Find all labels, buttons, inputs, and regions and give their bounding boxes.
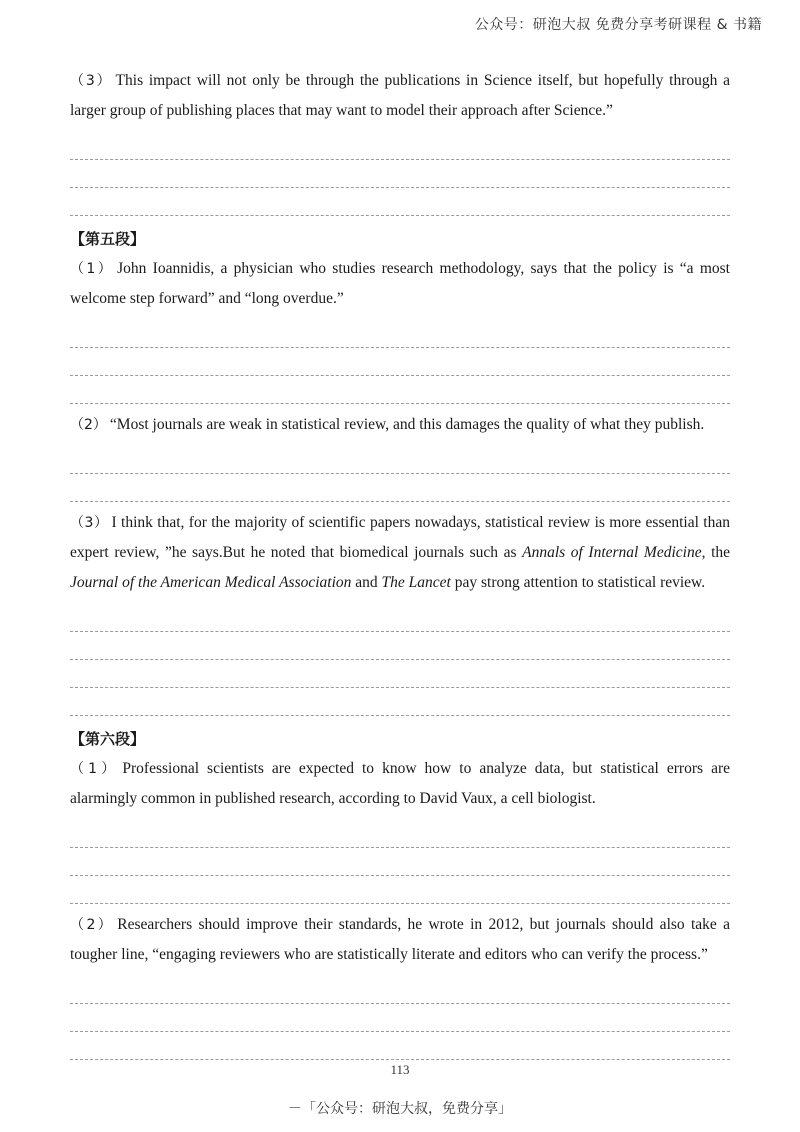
journal-title: Annals of Internal Medicine: [522, 544, 702, 561]
answer-line: [70, 660, 730, 688]
answer-lines: [70, 604, 730, 716]
paragraph-text: , the: [701, 544, 731, 561]
answer-line: [70, 348, 730, 376]
answer-line: [70, 632, 730, 660]
paragraph-text: “Most journals are weak in statistical review, and this damages the quality of what they publish.: [109, 416, 705, 433]
paragraph-5-1: [70, 254, 730, 314]
page-content: [70, 66, 730, 1060]
header-watermark-text: 公众号：研泡大叔 免费分享考研课程 & 书籍: [474, 17, 762, 33]
answer-line: [70, 820, 730, 848]
answer-line: [70, 848, 730, 876]
answer-line: [70, 376, 730, 404]
item-number: （2）: [70, 917, 115, 933]
item-number: （2）: [70, 417, 107, 433]
paragraph-4-3: [70, 66, 730, 126]
paragraph-6-1: [70, 754, 730, 814]
paragraph-text: John Ioannidis, a physician who studies research methodology, says that the policy is “a most welcome step forward” and “long overdue.”: [70, 260, 730, 307]
paragraph-text: and: [351, 574, 382, 591]
section-heading-5: 【第五段】: [70, 230, 146, 248]
section-heading-6: 【第六段】: [70, 730, 146, 748]
answer-line: [70, 188, 730, 216]
paragraph-5-2: [70, 410, 730, 440]
item-number: （1）: [70, 761, 120, 777]
answer-line: [70, 132, 730, 160]
answer-lines: [70, 820, 730, 904]
answer-lines: [70, 976, 730, 1060]
answer-line: [70, 446, 730, 474]
footer-watermark-text: －「公众号：研泡大叔，免费分享」: [288, 1101, 512, 1117]
answer-lines: [70, 320, 730, 404]
item-number: （3）: [70, 73, 113, 89]
answer-line: [70, 688, 730, 716]
paragraph-6-2: [70, 910, 730, 970]
paragraph-text: Professional scientists are expected to know how to analyze data, but statistical errors are alarmingly common in published research, according to David Vaux, a cell biologist.: [70, 760, 730, 807]
journal-title: The Lancet: [381, 574, 451, 591]
answer-line: [70, 320, 730, 348]
answer-line: [70, 1032, 730, 1060]
paragraph-text: This impact will not only be through the publications in Science itself, but hopefully through a larger group of publishing places that may want to model their approach after Science.”: [70, 72, 730, 119]
answer-line: [70, 1004, 730, 1032]
answer-lines: [70, 132, 730, 216]
page-number: 113: [390, 1062, 410, 1077]
item-number: （3）: [70, 515, 109, 531]
answer-line: [70, 976, 730, 1004]
answer-line: [70, 474, 730, 502]
answer-lines: [70, 446, 730, 502]
paragraph-text: pay strong attention to statistical review.: [450, 574, 706, 591]
answer-line: [70, 160, 730, 188]
item-number: （1）: [70, 261, 115, 277]
answer-line: [70, 876, 730, 904]
paragraph-text: Researchers should improve their standards, he wrote in 2012, but journals should also take a tougher line, “engaging reviewers who are statistically literate and editors who can verify the process.”: [70, 916, 730, 963]
answer-line: [70, 604, 730, 632]
paragraph-text: I think that, for the majority of scientific papers nowadays, statistical review is more essential than expert review, ”he says.But he noted that biomedical journals such as: [70, 514, 730, 561]
journal-title: Journal of the American Medical Association: [70, 574, 352, 591]
paragraph-5-3: [70, 508, 730, 598]
